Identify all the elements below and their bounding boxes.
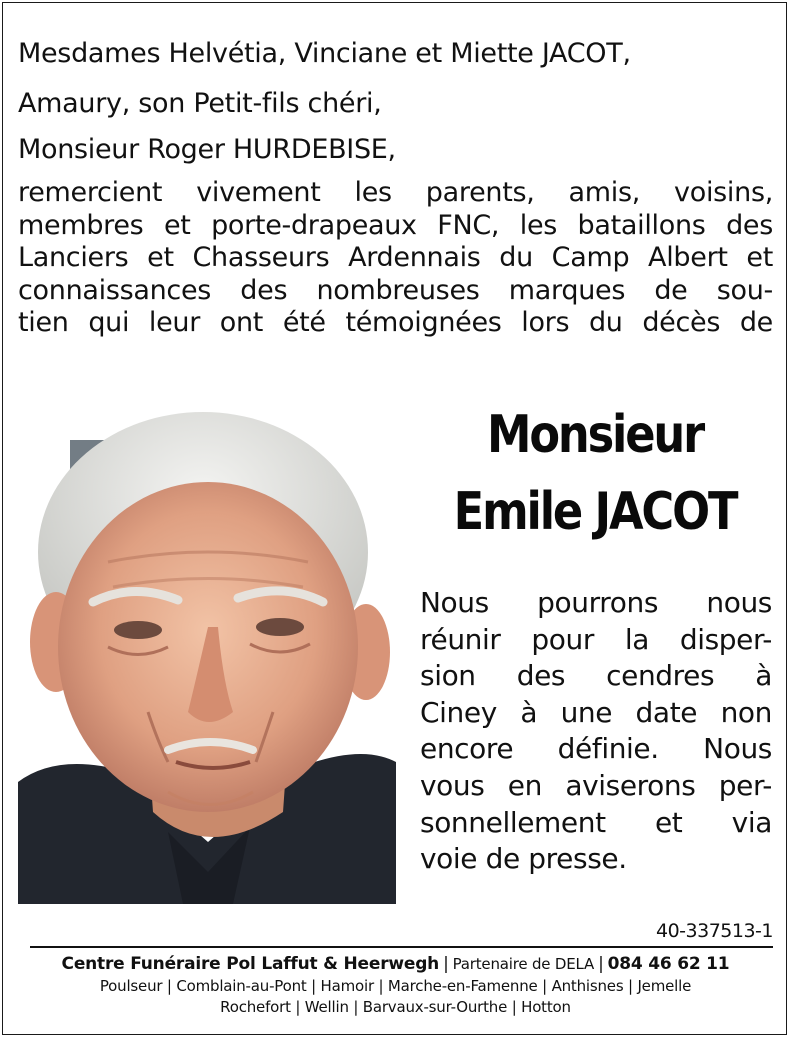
ceremony-notice [420, 585, 772, 878]
family-line-2: Amaury, son Petit-fils chéri, [18, 88, 382, 119]
reference-number: 40-337513-1 [655, 920, 773, 942]
locations-line-1: Poulseur | Comblain-au-Pont | Hamoir | Marche-en-Famenne | Anthisnes | Jemelle [99, 977, 692, 995]
portrait-photo [18, 412, 396, 904]
deceased-name: Emile JACOT [453, 482, 737, 542]
notice-line: sion des cendres à [420, 659, 772, 693]
deceased-title: Monsieur [486, 405, 704, 465]
partner-text: Partenaire de DELA [452, 955, 595, 973]
notice-line: sonnellement et via [420, 805, 772, 839]
phone-number: 084 46 62 11 [607, 954, 730, 974]
thanks-line: remercient vivement les parents, amis, voisins, [18, 177, 773, 208]
thanks-line: connaissances des nombreuses marques de sou- [18, 274, 773, 306]
notice-line: encore définie. Nous [420, 732, 772, 766]
notice-line: Nous pourrons nous [420, 586, 772, 619]
funeral-home-line: Centre Funéraire Pol Laffut & Heerwegh | Partenaire de DELA | 084 46 62 11 [61, 954, 730, 974]
family-line-3: Monsieur Roger HURDEBISE, [18, 134, 396, 165]
footer-divider [30, 946, 773, 948]
notice-line: réunir pour la disper- [420, 622, 772, 656]
thanks-line: membres et porte-drapeaux FNC, les bataillons des [18, 209, 773, 241]
funeral-home-name: Centre Funéraire Pol Laffut & Heerwegh [61, 954, 440, 974]
notice-line: Ciney à une date non [420, 695, 772, 729]
notice-line: vous en aviserons per- [420, 768, 772, 802]
thanks-paragraph [18, 177, 773, 340]
notice-line: voie de presse. [420, 842, 627, 876]
locations-line-2: Rochefort | Wellin | Barvaux-sur-Ourthe | Hotton [220, 998, 571, 1016]
thanks-line: Lanciers et Chasseurs Ardennais du Camp Albert et [18, 242, 773, 273]
family-line-1: Mesdames Helvétia, Vinciane et Miette JACOT, [18, 38, 631, 69]
thanks-line: tien qui leur ont été témoignées lors du décès de [18, 307, 773, 338]
